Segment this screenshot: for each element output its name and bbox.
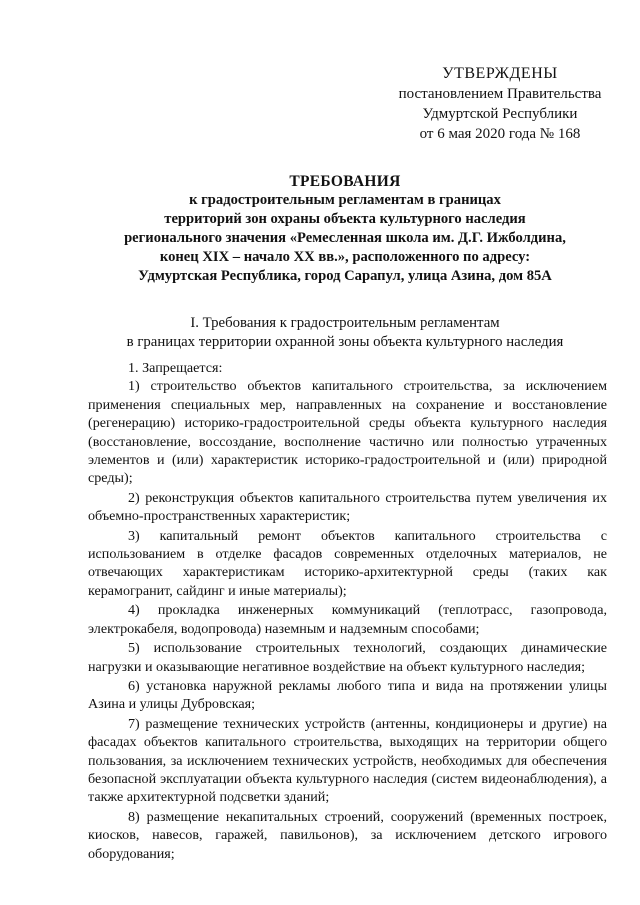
approval-date-line: от 6 мая 2020 года № 168: [419, 126, 581, 142]
document-title: ТРЕБОВАНИЯ: [289, 173, 401, 190]
clause-item: 6) установка наружной рекламы любого типа и вида на протяжении улицы Азина и улицы Дубровская;: [88, 677, 607, 713]
clause-item: 4) прокладка инженерных коммуникаций (теплотрасс, газопровода, электрокабеля, водопровода) наземным и надземным способами;: [88, 602, 607, 637]
heading-line: к градостроительным регламентам в границах: [189, 192, 501, 208]
clause-lead: 1. Запрещается:: [128, 360, 223, 376]
approval-line: Удмуртской Республики: [422, 106, 578, 122]
section-title-line: I. Требования к градостроительным регламентам: [190, 315, 500, 331]
document-body: [88, 359, 607, 864]
clause-item: 2) реконструкция объектов капитального строительства путем увеличения их объемно-пространственных характеристик;: [88, 489, 607, 525]
clause-item: 1) строительство объектов капитального строительства, за исключением применения специальных мер, направленных на сохранение и восстановление (регенерацию) историко-градостроительной среды объекта культурного наследия (восстановление, воссоздание, восполнение частично или полностью утраченных элементов и (или) характеристик историко-градостроительной и (или) природной среды);: [88, 378, 607, 487]
clause-item: 8) размещение некапитальных строений, сооружений (временных построек, киосков, навесов, гаражей, павильонов), за исключением детского игрового оборудования;: [88, 808, 607, 862]
section-title-line: в границах территории охранной зоны объекта культурного наследия: [126, 334, 564, 350]
clause-item: 7) размещение технических устройств (антенны, кондиционеры и другие) на фасадах объектов капитального строительства, выходящих на территории общего пользования, за исключением технических устройств, необходимых для обеспечения безопасной эксплуатации объекта культурного наследия (систем видеонаблюдения), а также архитектурной подсветки зданий;: [88, 715, 607, 806]
clause-item: 5) использование строительных технологий, создающих динамические нагрузки и оказывающие негативное воздействие на объект культурного наследия;: [88, 640, 607, 675]
document-heading: [60, 172, 630, 286]
heading-line: Удмуртская Республика, город Сарапул, улица Азина, дом 85А: [138, 268, 552, 284]
section-heading: [60, 314, 630, 352]
heading-line: регионального значения «Ремесленная школа им. Д.Г. Ижболдина,: [124, 230, 566, 246]
heading-line: территорий зон охраны объекта культурного наследия: [164, 211, 526, 227]
approval-line: постановлением Правительства: [398, 86, 602, 102]
approval-title: УТВЕРЖДЕНЫ: [442, 65, 558, 82]
heading-line: конец XIX – начало XX вв.», расположенного по адресу:: [159, 249, 531, 265]
approval-stamp: [380, 64, 620, 144]
clause-item: 3) капитальный ремонт объектов капитального строительства с использованием в отделке фасадов современных отделочных материалов, не отвечающих характеристикам историко-архитектурной среды (таких как керамогранит, сайдинг и иные материалы);: [88, 527, 607, 599]
